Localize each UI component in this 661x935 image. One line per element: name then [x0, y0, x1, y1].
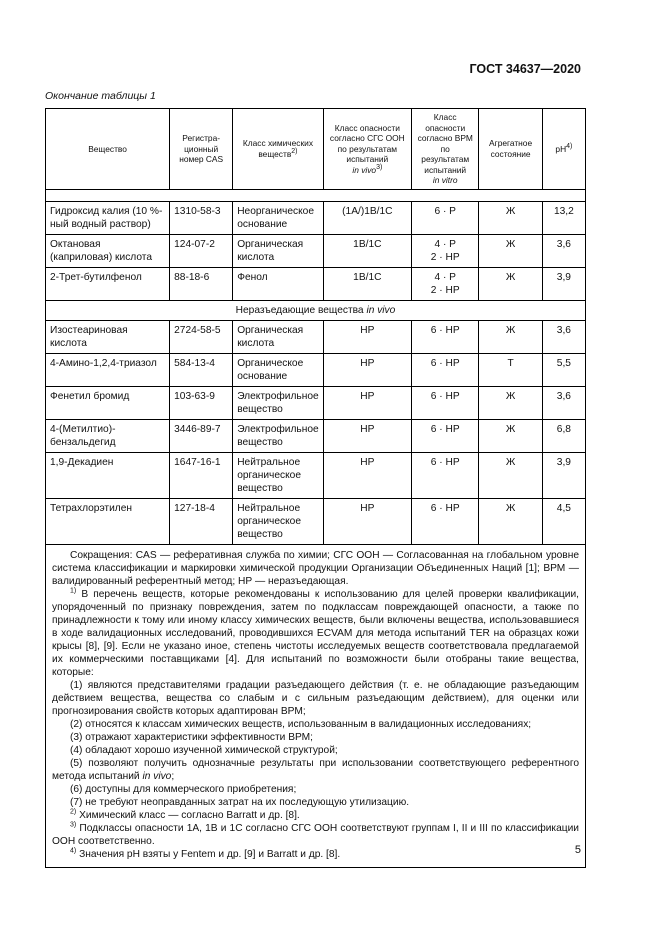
chem-class-cell: Фенол [233, 267, 323, 300]
corrosive-group [46, 201, 586, 300]
substance-cell: 2-Трет-бутилфенол [46, 267, 170, 300]
ghs-class-cell: НР [323, 353, 411, 386]
footnote-1-item: (5) позволяют получить однозначные результаты при использовании соответствующего референтного метода испытаний in vivo; [52, 757, 579, 782]
table-row [46, 267, 586, 300]
vrm-class-cell [412, 419, 479, 452]
header-chem-class: Класс химических веществ$^{2)}$ [233, 109, 323, 190]
table-row [46, 498, 586, 544]
state-cell: Ж [479, 452, 542, 498]
vrm-value: 6 · P [434, 205, 456, 217]
cas-cell: 127-18-4 [170, 498, 233, 544]
ghs-class-cell: (1A/)1B/1C [323, 201, 411, 234]
table-row [46, 386, 586, 419]
table-row [46, 320, 586, 353]
ph-cell: 3,6 [542, 234, 585, 267]
ph-cell: 13,2 [542, 201, 585, 234]
substance-cell: Изостеариновая кислота [46, 320, 170, 353]
section-row [46, 300, 586, 320]
state-cell: Ж [479, 267, 542, 300]
chem-class-cell: Нейтральное органическое вещество [233, 498, 323, 544]
ph-cell: 3,6 [542, 320, 585, 353]
ghs-class-cell: НР [323, 419, 411, 452]
footnote-4: $^{4)}$ Значения pH взяты у Fentem и др. [9] и Barratt и др. [8]. [70, 847, 341, 860]
cas-cell: 103-63-9 [170, 386, 233, 419]
header-ghs-class: Класс опасности согласно СГС ООН по результатам испытаний in vivo$^{3)}$ [323, 109, 411, 190]
ph-cell: 5,5 [542, 353, 585, 386]
vrm-value: 6 · НР [430, 324, 460, 336]
ghs-class-cell: 1B/1C [323, 234, 411, 267]
ph-cell: 6,8 [542, 419, 585, 452]
state-cell: Ж [479, 201, 542, 234]
header-state: Агрегатное состояние [479, 109, 542, 190]
footnote-1: $^{1)}$ В перечень веществ, которые рекомендованы к использованию для целей проверки квалификации, упорядоченный по признаку повреждения, затем по подклассам повреждающей опасности, а также по принадлежности к тому или иному классу химических веществ, были включены вещества, использовавшиеся в ходе валидационных исследований, проводившихся ECVAM для метода испытаний TER на образцах кожи крысы [8], [9]. Если не указано иное, степень чистоты исследуемых веществ соответствовала предлагаемой их коммерческими поставщиками [4]. Для испытаний по возможности были отобраны такие вещества, которые: [52, 587, 579, 678]
chem-class-cell: Органическое основание [233, 353, 323, 386]
substance-cell: Фенетил бромид [46, 386, 170, 419]
notes-cell [46, 544, 586, 867]
ph-cell: 3,6 [542, 386, 585, 419]
chem-class-cell: Органическая кислота [233, 320, 323, 353]
vrm-value: 2 · НР [430, 284, 460, 296]
footnote-1-item: (2) относятся к классам химических веществ, использованным в валидационных исследованиях; [70, 718, 532, 730]
vrm-value: 6 · НР [430, 502, 460, 514]
state-cell: Т [479, 353, 542, 386]
header-vrm-class: Класс опасности согласно ВРМ по результатам испытаний in vitro [412, 109, 479, 190]
footnote-1-item: (3) отражают характеристики эффективности ВРМ; [70, 731, 313, 743]
vrm-value: 4 · P [434, 271, 456, 283]
substance-cell: 1,9-Декадиен [46, 452, 170, 498]
footnote-1-item: (4) обладают хорошо изученной химической структурой; [70, 744, 338, 756]
ph-cell: 3,9 [542, 452, 585, 498]
vrm-class-cell [412, 201, 479, 234]
ghs-class-cell: 1B/1C [323, 267, 411, 300]
vrm-class-cell [412, 267, 479, 300]
vrm-value: 6 · НР [430, 357, 460, 369]
footnote-3: $^{3)}$ Подклассы опасности 1А, 1В и 1С согласно СГС ООН соответствуют группам I, II и III по классификации ООН соответственно. [52, 821, 579, 847]
ph-cell: 4,5 [542, 498, 585, 544]
ghs-class-cell: НР [323, 452, 411, 498]
ghs-class-cell: НР [323, 386, 411, 419]
state-cell: Ж [479, 386, 542, 419]
vrm-value: 6 · НР [430, 456, 460, 468]
table-row [46, 234, 586, 267]
cas-cell: 88-18-6 [170, 267, 233, 300]
substance-cell: 4-Амино-1,2,4-триазол [46, 353, 170, 386]
substance-cell: Тетрахлорэтилен [46, 498, 170, 544]
cas-cell: 124-07-2 [170, 234, 233, 267]
chem-class-cell: Нейтральное органическое вещество [233, 452, 323, 498]
footnote-1-item: (1) являются представителями градации разъедающего действия (т. е. не обладающие разъедающим действием вещества, вещества со слабым и с сильным разъедающим действием), для оценки или прогнозирования свойств которых адаптирован ВРМ; [52, 679, 579, 717]
table-header-row [46, 109, 586, 190]
ph-cell: 3,9 [542, 267, 585, 300]
cas-cell: 1647-16-1 [170, 452, 233, 498]
cas-cell: 2724-58-5 [170, 320, 233, 353]
vrm-class-cell [412, 498, 479, 544]
table-row [46, 353, 586, 386]
state-cell: Ж [479, 419, 542, 452]
abbreviations-note: Сокращения: CAS — реферативная служба по химии; СГС ООН — Согласованная на глобальном уровне система классификации и маркировки химической продукции Организации Объединенных Наций [1]; ВРМ — валидированный референтный метод; НР — неразъедающая. [52, 549, 579, 587]
substances-table [45, 108, 586, 868]
vrm-class-cell [412, 452, 479, 498]
footnote-1-item: (7) не требуют неоправданных затрат на их последующую утилизацию. [70, 796, 410, 808]
vrm-value: 6 · НР [430, 423, 460, 435]
table-row [46, 201, 586, 234]
header-cas: Регистра-ционный номер CAS [170, 109, 233, 190]
vrm-value: 2 · НР [430, 251, 460, 263]
vrm-class-cell [412, 320, 479, 353]
vrm-class-cell [412, 353, 479, 386]
vrm-value: 6 · НР [430, 390, 460, 402]
chem-class-cell: Органическая кислота [233, 234, 323, 267]
vrm-value: 4 · P [434, 238, 456, 250]
cas-cell: 1310-58-3 [170, 201, 233, 234]
chem-class-cell: Электрофильное вещество [233, 386, 323, 419]
table-row [46, 452, 586, 498]
chem-class-cell: Электрофильное вещество [233, 419, 323, 452]
table-caption: Окончание таблицы 1 [45, 90, 156, 102]
table-row [46, 419, 586, 452]
section-title: Неразъедающие вещества in vivo [46, 300, 586, 320]
state-cell: Ж [479, 234, 542, 267]
vrm-class-cell [412, 234, 479, 267]
cas-cell: 3446-89-7 [170, 419, 233, 452]
document-code: ГОСТ 34637—2020 [469, 62, 581, 76]
substance-cell: 4-(Метилтио)-бензальдегид [46, 419, 170, 452]
footnote-1-item: (6) доступны для коммерческого приобретения; [70, 783, 297, 795]
ghs-class-cell: НР [323, 498, 411, 544]
vrm-class-cell [412, 386, 479, 419]
state-cell: Ж [479, 320, 542, 353]
noncorrosive-group [46, 320, 586, 544]
footnote-2: $^{2)}$ Химический класс — согласно Barratt и др. [8]. [70, 808, 300, 821]
chem-class-cell: Неорганическое основание [233, 201, 323, 234]
page-number: 5 [574, 844, 581, 856]
header-substance: Вещество [46, 109, 170, 190]
substance-cell: Октановая (каприловая) кислота [46, 234, 170, 267]
header-ph: $pH^{4)}$ [542, 109, 585, 190]
substance-cell: Гидроксид калия (10 %-ный водный раствор) [46, 201, 170, 234]
state-cell: Ж [479, 498, 542, 544]
cas-cell: 584-13-4 [170, 353, 233, 386]
notes-row [46, 544, 586, 867]
ghs-class-cell: НР [323, 320, 411, 353]
